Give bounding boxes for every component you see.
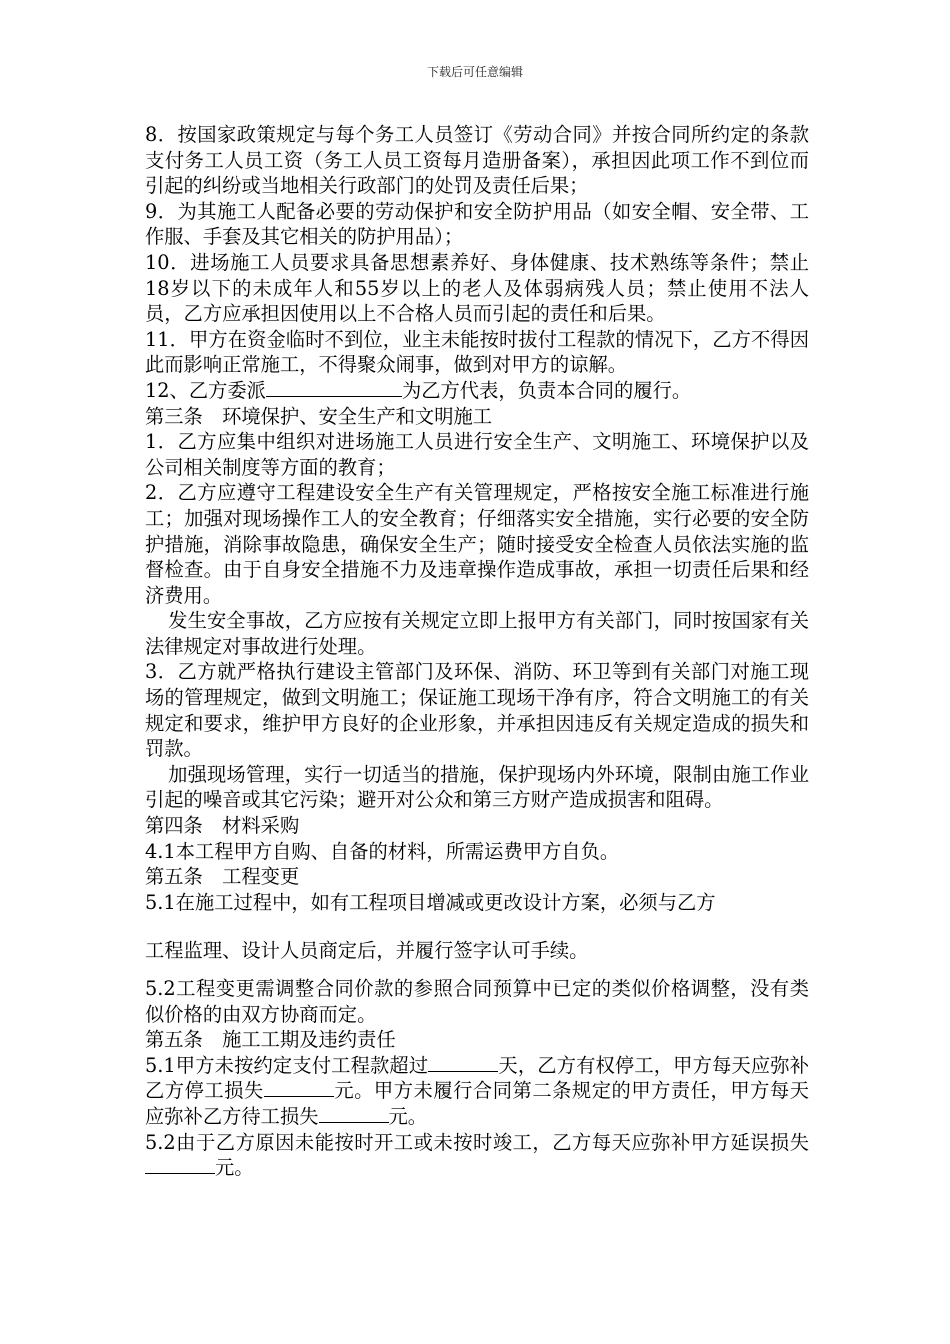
article-5b-item-1-text-d: 元。 xyxy=(388,1104,428,1128)
article-5b-item-1-text-b: 天，乙方有权停工，甲方每天应弥补乙方停工损失 xyxy=(145,1053,809,1103)
waiting-loss-blank xyxy=(319,1104,389,1123)
article-3-item-3: 3．乙方就严格执行建设主管部门及环保、消防、环卫等到有关部门对施工现场的管理规定，做到文明施工；保证施工现场干净有序，符合文明施工的有关规定和要求，维护甲方良好的企业形象，并承担因违反有关规定造成的损失和罚款。 xyxy=(145,660,809,761)
overdue-days-blank xyxy=(428,1053,498,1072)
clause-12-text-end: 为乙方代表，负责本合同的履行。 xyxy=(401,378,692,402)
stoppage-loss-blank xyxy=(264,1078,334,1097)
article-3-item-2: 2．乙方应遵守工程建设安全生产有关管理规定，严格按安全施工标准进行施工；加强对现场操作工人的安全教育；仔细落实安全措施，实行必要的安全防护措施，消除事故隐患，确保安全生产；随时接受安全检查人员依法实施的监督检查。由于自身安全措施不力及违章操作造成事故，承担一切责任后果和经济费用。 xyxy=(145,481,809,607)
clause-12 xyxy=(145,378,809,404)
article-4-heading: 第四条 材料采购 xyxy=(145,814,300,838)
article-5-item-1-line-2: 工程监理、设计人员商定后，并履行签字认可手续。 xyxy=(145,939,589,963)
article-5b-heading: 第五条 施工工期及违约责任 xyxy=(145,1028,396,1052)
article-5-heading: 第五条 工程变更 xyxy=(145,865,300,889)
article-4-item-1: 4.1本工程甲方自购、自备的材料，所需运费甲方自负。 xyxy=(145,839,620,863)
article-5b-item-2 xyxy=(145,1130,809,1181)
article-5b-item-2-text-a: 5.2由于乙方原因未能按时开工或未按时竣工，乙方每天应弥补甲方延误损失 xyxy=(145,1130,809,1154)
clause-11: 11．甲方在资金临时不到位，业主未能按时拔付工程款的情况下，乙方不得因此而影响正常施工，不得聚众闹事，做到对甲方的谅解。 xyxy=(145,327,809,377)
page-header-note: 下载后可任意编辑 xyxy=(426,65,523,79)
delay-loss-blank xyxy=(145,1155,215,1174)
clause-8: 8．按国家政策规定与每个务工人员签订《劳动合同》并按合同所约定的条款支付务工人员工资（务工人员工资每月造册备案），承担因此项工作不到位而引起的纠纷或当地相关行政部门的处罚及责任后果； xyxy=(145,123,809,198)
clause-10: 10．进场施工人员要求具备思想素养好、身体健康、技术熟练等条件；禁止18岁以下的未成年人和55岁以上的老人及体弱病残人员；禁止使用不法人员，乙方应承担因使用以上不合格人员而引起的责任和后果。 xyxy=(145,250,809,326)
representative-blank xyxy=(266,378,402,397)
article-5-item-2: 5.2工程变更需调整合同价款的参照合同预算中已定的类似价格调整，没有类似价格的由双方协商而定。 xyxy=(145,977,809,1026)
article-5b-item-1-text-c: 元。甲方未履行合同第二条规定的甲方责任，甲方每天应弥补乙方待工损失 xyxy=(145,1079,810,1128)
article-3-heading: 第三条 环境保护、安全生产和文明施工 xyxy=(145,404,493,428)
article-5b-item-1-text-a: 5.1甲方未按约定支付工程款超过 xyxy=(145,1053,429,1077)
document-body xyxy=(145,122,809,1181)
clause-12-text-start: 12、乙方委派 xyxy=(145,378,266,402)
article-5b-item-2-text-b: 元。 xyxy=(215,1156,254,1180)
article-5-item-1-line-1: 5.1在施工过程中，如有工程项目增减或更改设计方案，必须与乙方 xyxy=(145,890,716,914)
article-3-site-management-paragraph: 加强现场管理，实行一切适当的措施，保护现场内外环境，限制由施工作业引起的噪音或其它污染；避开对公众和第三方财产造成损害和阻碍。 xyxy=(145,762,809,812)
article-5b-item-1 xyxy=(145,1053,809,1130)
article-3-accident-paragraph: 发生安全事故，乙方应按有关规定立即上报甲方有关部门，同时按国家有关法律规定对事故进行处理。 xyxy=(145,609,809,658)
clause-9: 9．为其施工人配备必要的劳动保护和安全防护用品（如安全帽、安全带、工作服、手套及其它相关的防护用品）； xyxy=(145,199,809,249)
article-3-item-1: 1．乙方应集中组织对进场施工人员进行安全生产、文明施工、环境保护以及公司相关制度等方面的教育； xyxy=(145,430,809,479)
